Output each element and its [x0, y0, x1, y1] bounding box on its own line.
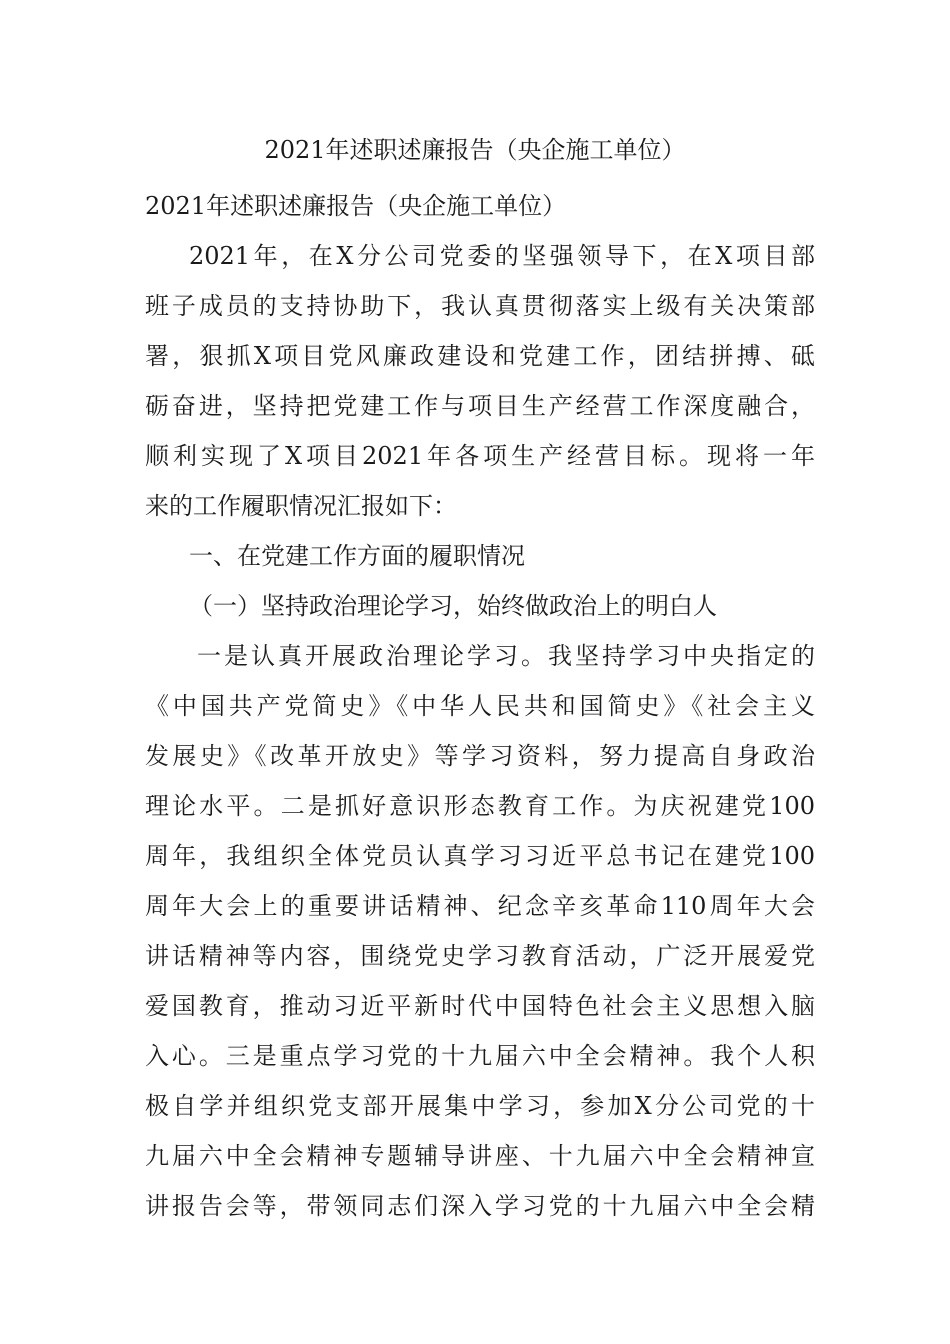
paragraph-line: 讲话精神等内容，围绕党史学习教育活动，广泛开展爱党 [145, 942, 815, 970]
paragraph-line: 入心。三是重点学习党的十九届六中全会精神。我个人积 [145, 1042, 815, 1070]
paragraph-line: 顺利实现了X项目2021年各项生产经营目标。现将一年 [145, 442, 815, 470]
paragraph-line: 班子成员的支持协助下，我认真贯彻落实上级有关决策部 [145, 292, 815, 320]
paragraph-line: 九届六中全会精神专题辅导讲座、十九届六中全会精神宣 [145, 1142, 815, 1170]
paragraph-line: 爱国教育，推动习近平新时代中国特色社会主义思想入脑 [145, 992, 815, 1020]
paragraph-line: 砺奋进，坚持把党建工作与项目生产经营工作深度融合， [145, 392, 815, 420]
paragraph-line: 极自学并组织党支部开展集中学习，参加X分公司党的十 [145, 1092, 815, 1120]
subtitle-line: 2021年述职述廉报告（央企施工单位） [145, 192, 567, 220]
section-heading: 一、在党建工作方面的履职情况 [189, 542, 525, 570]
paragraph-line: 《中国共产党简史》《中华人民共和国简史》《社会主义 [145, 692, 815, 720]
paragraph-line: 理论水平。二是抓好意识形态教育工作。为庆祝建党100 [145, 792, 815, 820]
subsection-heading: （一）坚持政治理论学习，始终做政治上的明白人 [189, 592, 717, 620]
document-title: 2021年述职述廉报告（央企施工单位） [264, 136, 686, 164]
paragraph-line: 周年大会上的重要讲话精神、纪念辛亥革命110周年大会 [145, 892, 815, 920]
paragraph-line: 发展史》《改革开放史》等学习资料，努力提高自身政治 [145, 742, 815, 770]
document-body [145, 181, 815, 1231]
paragraph-line: 来的工作履职情况汇报如下： [145, 492, 457, 520]
paragraph-line: 署，狠抓X项目党风廉政建设和党建工作，团结拼搏、砥 [145, 342, 815, 370]
paragraph-line: 一是认真开展政治理论学习。我坚持学习中央指定的 [197, 642, 815, 670]
paragraph-line: 周年，我组织全体党员认真学习习近平总书记在建党100 [145, 842, 815, 870]
paragraph-line: 讲报告会等，带领同志们深入学习党的十九届六中全会精 [145, 1192, 815, 1220]
paragraph-line: 2021年，在X分公司党委的坚强领导下，在X项目部 [189, 242, 815, 270]
